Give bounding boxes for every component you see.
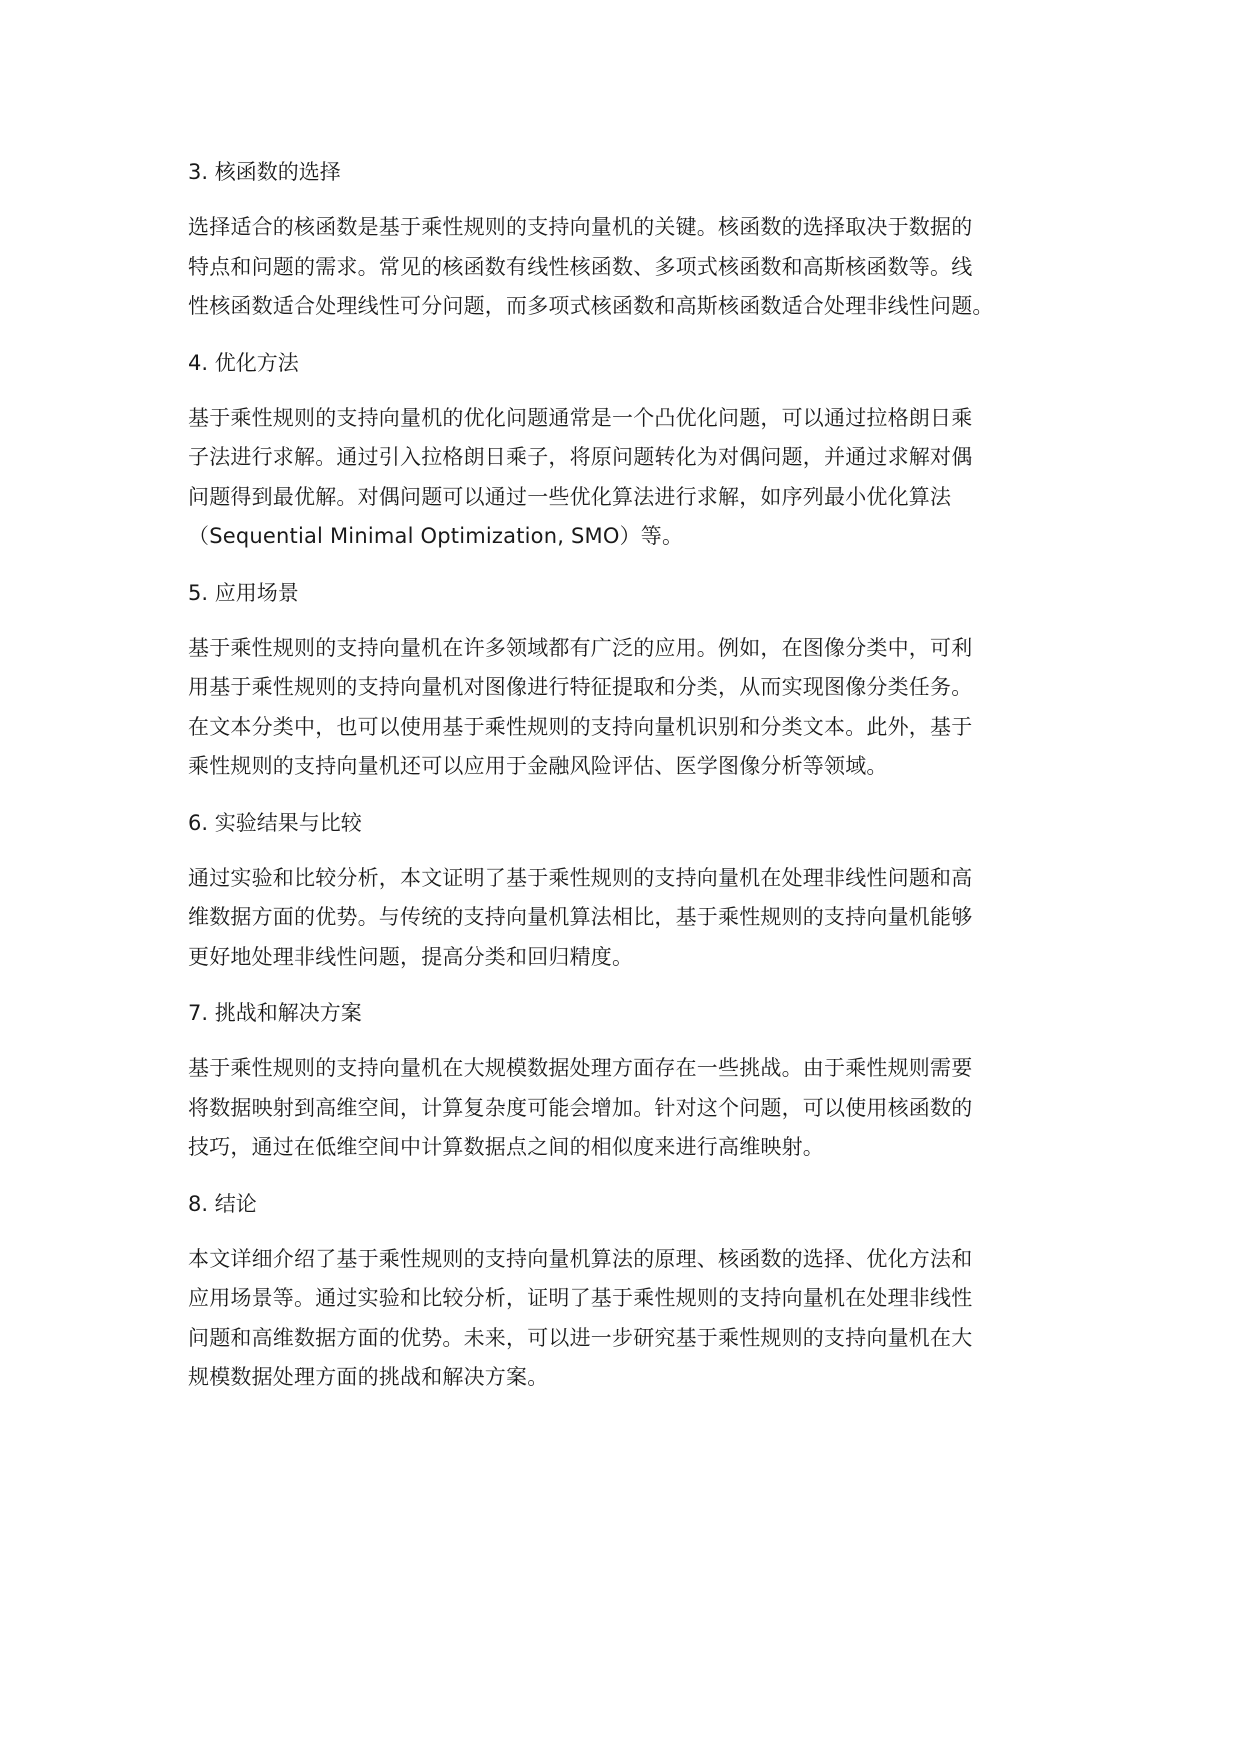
paragraph-line: 问题得到最优解。对偶问题可以通过一些优化算法进行求解，如序列最小优化算法: [188, 484, 952, 509]
paragraph-line: 问题和高维数据方面的优势。未来，可以进一步研究基于乘性规则的支持向量机在大: [188, 1325, 973, 1350]
section-challenges-solutions: [188, 999, 1091, 1168]
paragraph-line: 将数据映射到高维空间，计算复杂度可能会增加。针对这个问题，可以使用核函数的: [188, 1095, 973, 1120]
section-paragraph: [188, 1049, 1091, 1168]
paragraph-line: 在文本分类中，也可以使用基于乘性规则的支持向量机识别和分类文本。此外，基于: [188, 714, 973, 739]
paragraph-line: 规模数据处理方面的挑战和解决方案。: [188, 1365, 549, 1389]
section-heading: 8. 结论: [188, 1191, 257, 1216]
section-paragraph: [188, 399, 1091, 557]
section-heading: 5. 应用场景: [188, 580, 299, 605]
section-heading: 4. 优化方法: [188, 350, 299, 375]
paragraph-line: 特点和问题的需求。常见的核函数有线性核函数、多项式核函数和高斯核函数等。线: [188, 254, 973, 279]
paragraph-line: 技巧，通过在低维空间中计算数据点之间的相似度来进行高维映射。: [188, 1135, 824, 1159]
paragraph-line: 本文详细介绍了基于乘性规则的支持向量机算法的原理、核函数的选择、优化方法和: [188, 1246, 973, 1271]
paragraph-line: 选择适合的核函数是基于乘性规则的支持向量机的关键。核函数的选择取决于数据的: [188, 215, 973, 239]
section-experiment-results: [188, 809, 1091, 978]
section-application-scenarios: [188, 579, 1091, 787]
paragraph-line: 乘性规则的支持向量机还可以应用于金融风险评估、医学图像分析等领域。: [188, 754, 888, 778]
paragraph-line: 子法进行求解。通过引入拉格朗日乘子，将原问题转化为对偶问题，并通过求解对偶: [188, 445, 973, 469]
section-paragraph: [188, 859, 1091, 978]
paragraph-line: 基于乘性规则的支持向量机在大规模数据处理方面存在一些挑战。由于乘性规则需要: [188, 1056, 973, 1080]
paragraph-line: 维数据方面的优势。与传统的支持向量机算法相比，基于乘性规则的支持向量机能够: [188, 905, 973, 929]
paragraph-line: 基于乘性规则的支持向量机在许多领域都有广泛的应用。例如，在图像分类中，可利: [188, 635, 973, 660]
paragraph-line: 性核函数适合处理线性可分问题，而多项式核函数和高斯核函数适合处理非线性问题。: [188, 294, 994, 318]
section-heading: 7. 挑战和解决方案: [188, 1001, 362, 1025]
section-paragraph: [188, 208, 1091, 327]
section-conclusion: [188, 1190, 1091, 1398]
paragraph-line: 用基于乘性规则的支持向量机对图像进行特征提取和分类，从而实现图像分类任务。: [188, 675, 973, 699]
section-heading: 6. 实验结果与比较: [188, 810, 362, 835]
section-optimization-method: [188, 349, 1091, 557]
paragraph-line: 应用场景等。通过实验和比较分析，证明了基于乘性规则的支持向量机在处理非线性: [188, 1286, 973, 1310]
paragraph-line: 通过实验和比较分析，本文证明了基于乘性规则的支持向量机在处理非线性问题和高: [188, 865, 973, 890]
section-paragraph: [188, 1240, 1091, 1398]
paragraph-line: 更好地处理非线性问题，提高分类和回归精度。: [188, 944, 634, 969]
paragraph-line: 基于乘性规则的支持向量机的优化问题通常是一个凸优化问题，可以通过拉格朗日乘: [188, 405, 973, 430]
section-paragraph: [188, 629, 1091, 787]
section-kernel-selection: [188, 158, 1091, 327]
paragraph-line: （Sequential Minimal Optimization, SMO）等。: [188, 524, 684, 548]
section-heading: 3. 核函数的选择: [188, 160, 341, 184]
